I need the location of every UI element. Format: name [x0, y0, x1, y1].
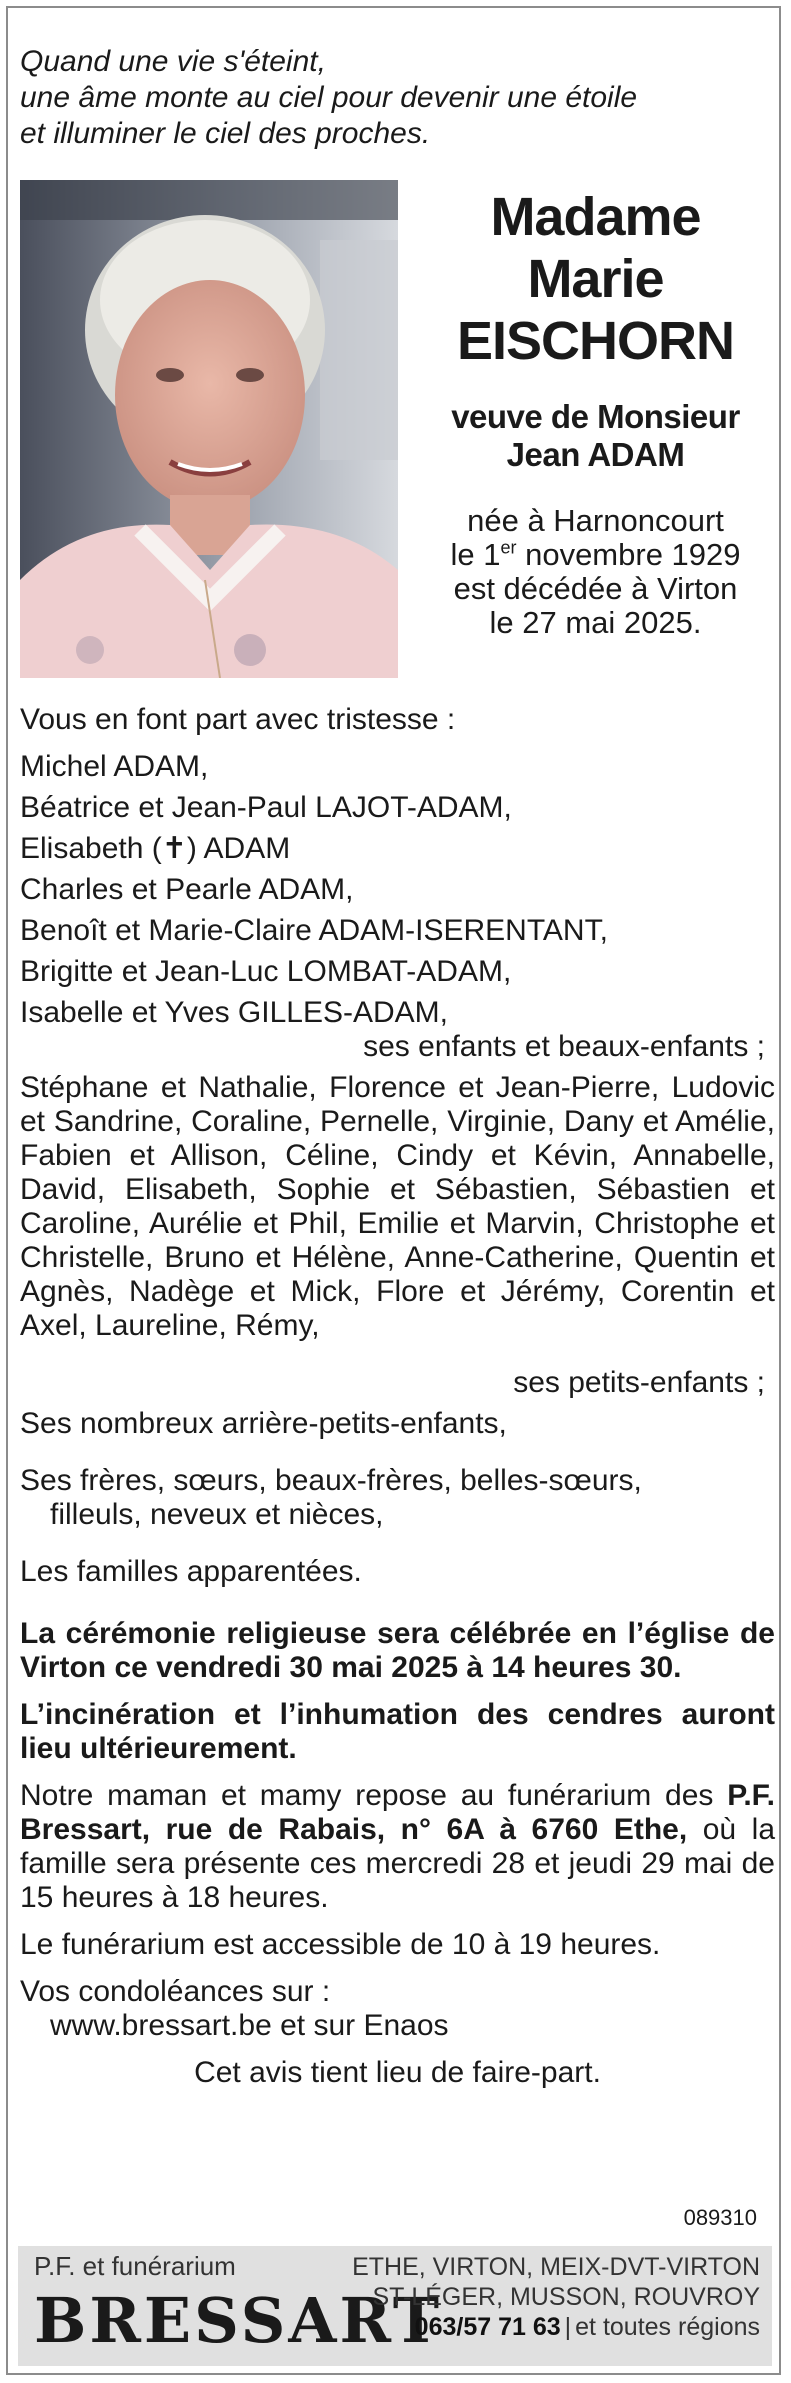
- child-entry: Charles et Pearle ADAM,: [20, 873, 354, 906]
- death-place: est décédée à Virton: [453, 571, 738, 606]
- spouse-name: Jean ADAM: [506, 436, 685, 473]
- child-entry: Isabelle et Yves GILLES-ADAM,: [20, 996, 448, 1029]
- locations-line: ETHE, VIRTON, MEIX-DVT-VIRTON: [352, 2253, 760, 2281]
- widow-of: [418, 398, 773, 474]
- access-hours: Le funérarium est accessible de 10 à 19 heures.: [20, 1928, 661, 1961]
- child-entry: Benoît et Marie-Claire ADAM-ISERENTANT,: [20, 914, 608, 947]
- widow-line: veuve de Monsieur: [451, 398, 740, 435]
- obituary-notice: [6, 6, 781, 2375]
- grandchildren-list: Stéphane et Nathalie, Florence et Jean-Pierre, Ludovic et Sandrine, Coraline, Pernelle, Virginie, Dany et Amélie, Fabien et Allison, Céline, Cindy et Kévin, Annabelle, David, Elisabeth, Sophie et Sébastien, Sébastien et Caroline, Aurélie et Phil, Emilie et Marvin, Christophe et Christelle, Bruno et Hélène, Anne-Catherine, Quentin et Agnès, Nadège et Mick, Flore et Jérémy, Corentin et Axel, Laureline, Rémy,: [20, 1071, 775, 1342]
- incineration-info: L’incinération et l’inhumation des cendres auront lieu ultérieurement.: [20, 1698, 775, 1765]
- child-entry: Béatrice et Jean-Paul LAJOT-ADAM,: [20, 791, 512, 824]
- great-grandchildren: Ses nombreux arrière-petits-enfants,: [20, 1407, 507, 1440]
- brand-logo: BRESSART: [34, 2284, 443, 2357]
- birth-month-year: novembre 1929: [516, 537, 741, 572]
- phone-line: [352, 2312, 760, 2342]
- poem-line: Quand une vie s'éteint,: [20, 45, 326, 78]
- rest-text: Notre maman et mamy repose au funérarium des: [20, 1779, 728, 1812]
- visiting-hours: où la famille sera présente ces mercredi 28 et jeudi 29 mai de 15 heures à 18 heures.: [20, 1813, 775, 1914]
- birth-place: née à Harnoncourt: [467, 503, 724, 538]
- condolences-website: www.bressart.be et sur Enaos: [50, 2009, 449, 2042]
- deceased-first-name: Marie: [527, 249, 664, 309]
- poem-line: une âme monte au ciel pour devenir une étoile: [20, 81, 638, 114]
- deceased-header: [418, 186, 773, 640]
- ceremony-info: La cérémonie religieuse sera célébrée en l’église de Virton ce vendredi 30 mai 2025 à 14 heures 30.: [20, 1617, 775, 1684]
- regions-text: et toutes régions: [575, 2313, 760, 2341]
- reference-code: 089310: [683, 2205, 757, 2230]
- child-entry: Michel ADAM,: [20, 750, 209, 783]
- banner-subtitle: P.F. et funérarium: [34, 2251, 236, 2281]
- godchildren-line: filleuls, neveux et nièces,: [50, 1498, 384, 1531]
- locations-line: ST-LÉGER, MUSSON, ROUVROY: [372, 2283, 760, 2311]
- children-label: ses enfants et beaux-enfants ;: [363, 1030, 765, 1063]
- life-dates: [418, 504, 773, 640]
- banner-contact: [352, 2252, 760, 2342]
- phone-number: 063/57 71 63: [414, 2313, 561, 2341]
- birth-day: le 1: [450, 537, 501, 572]
- grandchildren-label: ses petits-enfants ;: [513, 1366, 765, 1399]
- funeral-home-banner: [18, 2246, 772, 2366]
- birth-date: [418, 538, 773, 572]
- funeral-home-address: P.F. Bressart, rue de Rabais, n° 6A à 6760 Ethe,: [20, 1779, 775, 1846]
- condolences-label: Vos condoléances sur :: [20, 1975, 331, 2008]
- separator: |: [564, 2313, 572, 2341]
- death-date: le 27 mai 2025.: [489, 605, 702, 640]
- related-families: Les familles apparentées.: [20, 1555, 362, 1588]
- children-list: [20, 750, 775, 1030]
- siblings-line: Ses frères, sœurs, beaux-frères, belles-sœurs,: [20, 1464, 642, 1497]
- announcement-body: [20, 703, 775, 2090]
- poem-line: et illuminer le ciel des proches.: [20, 117, 431, 150]
- notice-statement: Cet avis tient lieu de faire-part.: [194, 2056, 601, 2089]
- child-entry: Elisabeth (✝) ADAM: [20, 832, 291, 865]
- intro-text: Vous en font part avec tristesse :: [20, 703, 456, 736]
- portrait-photo: [20, 180, 398, 678]
- funeral-home-info: [20, 1779, 775, 1915]
- deceased-title: Madame: [490, 187, 701, 247]
- opening-poem: [20, 44, 760, 152]
- deceased-last-name: EISCHORN: [456, 311, 735, 371]
- birth-day-suffix: er: [500, 537, 517, 558]
- child-entry: Brigitte et Jean-Luc LOMBAT-ADAM,: [20, 955, 512, 988]
